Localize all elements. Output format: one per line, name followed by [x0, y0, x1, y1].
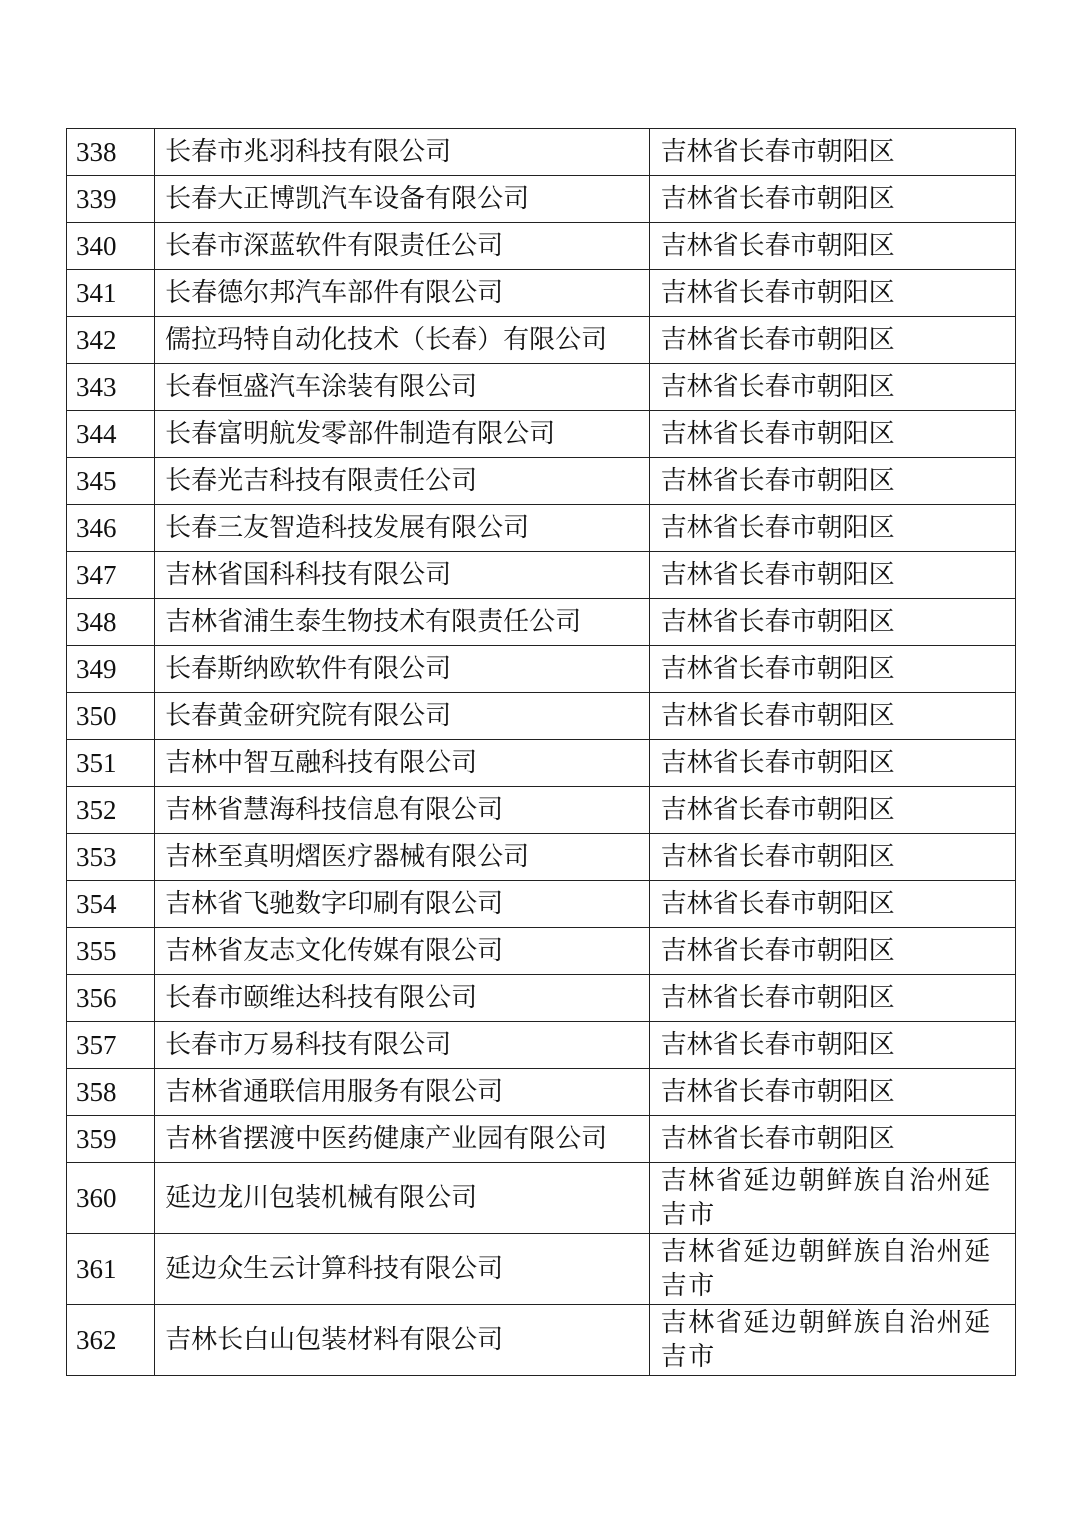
row-number: 344 [67, 411, 155, 458]
company-name: 吉林省友志文化传媒有限公司 [155, 928, 650, 975]
row-number: 354 [67, 881, 155, 928]
row-number: 346 [67, 505, 155, 552]
table-row [67, 928, 1016, 975]
company-region: 吉林省长春市朝阳区 [649, 787, 1015, 834]
company-region: 吉林省长春市朝阳区 [649, 928, 1015, 975]
company-region: 吉林省延边朝鲜族自治州延吉市 [649, 1163, 1015, 1234]
company-region: 吉林省长春市朝阳区 [649, 270, 1015, 317]
table-row [67, 599, 1016, 646]
table-row [67, 1305, 1016, 1376]
company-name: 吉林省摆渡中医药健康产业园有限公司 [155, 1116, 650, 1163]
row-number: 338 [67, 129, 155, 176]
table-row [67, 834, 1016, 881]
company-name: 长春市万易科技有限公司 [155, 1022, 650, 1069]
table-row [67, 1163, 1016, 1234]
table-row [67, 223, 1016, 270]
company-name: 吉林长白山包装材料有限公司 [155, 1305, 650, 1376]
company-region: 吉林省长春市朝阳区 [649, 1069, 1015, 1116]
company-name: 延边众生云计算科技有限公司 [155, 1234, 650, 1305]
company-region: 吉林省长春市朝阳区 [649, 693, 1015, 740]
company-region: 吉林省长春市朝阳区 [649, 740, 1015, 787]
table-row [67, 505, 1016, 552]
table-body [67, 129, 1016, 1376]
row-number: 343 [67, 364, 155, 411]
company-name: 长春恒盛汽车涂装有限公司 [155, 364, 650, 411]
company-name: 延边龙川包装机械有限公司 [155, 1163, 650, 1234]
company-name: 长春黄金研究院有限公司 [155, 693, 650, 740]
table-row [67, 270, 1016, 317]
table-row [67, 975, 1016, 1022]
company-name: 长春德尔邦汽车部件有限公司 [155, 270, 650, 317]
company-region: 吉林省长春市朝阳区 [649, 599, 1015, 646]
row-number: 349 [67, 646, 155, 693]
company-region: 吉林省长春市朝阳区 [649, 364, 1015, 411]
company-region: 吉林省长春市朝阳区 [649, 646, 1015, 693]
row-number: 356 [67, 975, 155, 1022]
company-name: 长春富明航发零部件制造有限公司 [155, 411, 650, 458]
table-row [67, 787, 1016, 834]
row-number: 362 [67, 1305, 155, 1376]
company-name: 吉林省飞驰数字印刷有限公司 [155, 881, 650, 928]
table-row [67, 129, 1016, 176]
table-row [67, 552, 1016, 599]
table-row [67, 1022, 1016, 1069]
company-region: 吉林省长春市朝阳区 [649, 505, 1015, 552]
company-name: 吉林省通联信用服务有限公司 [155, 1069, 650, 1116]
company-name: 长春市兆羽科技有限公司 [155, 129, 650, 176]
row-number: 353 [67, 834, 155, 881]
company-region: 吉林省长春市朝阳区 [649, 223, 1015, 270]
company-region: 吉林省长春市朝阳区 [649, 552, 1015, 599]
table-row [67, 1116, 1016, 1163]
row-number: 339 [67, 176, 155, 223]
company-region: 吉林省长春市朝阳区 [649, 975, 1015, 1022]
table-row [67, 176, 1016, 223]
table-row [67, 693, 1016, 740]
company-region: 吉林省长春市朝阳区 [649, 458, 1015, 505]
company-region: 吉林省长春市朝阳区 [649, 1022, 1015, 1069]
company-region: 吉林省长春市朝阳区 [649, 176, 1015, 223]
company-region: 吉林省长春市朝阳区 [649, 129, 1015, 176]
table-row [67, 881, 1016, 928]
row-number: 345 [67, 458, 155, 505]
row-number: 358 [67, 1069, 155, 1116]
company-name: 长春大正博凯汽车设备有限公司 [155, 176, 650, 223]
company-region: 吉林省长春市朝阳区 [649, 411, 1015, 458]
row-number: 351 [67, 740, 155, 787]
row-number: 357 [67, 1022, 155, 1069]
table-row [67, 364, 1016, 411]
table-row [67, 740, 1016, 787]
company-list-table [66, 128, 1016, 1376]
table-row [67, 646, 1016, 693]
company-name: 长春光吉科技有限责任公司 [155, 458, 650, 505]
company-region: 吉林省延边朝鲜族自治州延吉市 [649, 1234, 1015, 1305]
company-name: 吉林省慧海科技信息有限公司 [155, 787, 650, 834]
row-number: 352 [67, 787, 155, 834]
row-number: 347 [67, 552, 155, 599]
company-region: 吉林省长春市朝阳区 [649, 317, 1015, 364]
company-name: 长春斯纳欧软件有限公司 [155, 646, 650, 693]
row-number: 341 [67, 270, 155, 317]
company-region: 吉林省长春市朝阳区 [649, 834, 1015, 881]
company-name: 吉林省浦生泰生物技术有限责任公司 [155, 599, 650, 646]
row-number: 340 [67, 223, 155, 270]
company-name: 儒拉玛特自动化技术（长春）有限公司 [155, 317, 650, 364]
table-row [67, 1069, 1016, 1116]
table-row [67, 317, 1016, 364]
row-number: 350 [67, 693, 155, 740]
company-name: 长春市颐维达科技有限公司 [155, 975, 650, 1022]
row-number: 342 [67, 317, 155, 364]
table-row [67, 458, 1016, 505]
row-number: 361 [67, 1234, 155, 1305]
company-region: 吉林省长春市朝阳区 [649, 881, 1015, 928]
row-number: 360 [67, 1163, 155, 1234]
table-row [67, 411, 1016, 458]
table-row [67, 1234, 1016, 1305]
row-number: 355 [67, 928, 155, 975]
company-name: 吉林省国科科技有限公司 [155, 552, 650, 599]
company-name: 长春市深蓝软件有限责任公司 [155, 223, 650, 270]
company-name: 吉林中智互融科技有限公司 [155, 740, 650, 787]
row-number: 359 [67, 1116, 155, 1163]
row-number: 348 [67, 599, 155, 646]
company-name: 长春三友智造科技发展有限公司 [155, 505, 650, 552]
company-region: 吉林省长春市朝阳区 [649, 1116, 1015, 1163]
company-name: 吉林至真明熠医疗器械有限公司 [155, 834, 650, 881]
company-region: 吉林省延边朝鲜族自治州延吉市 [649, 1305, 1015, 1376]
